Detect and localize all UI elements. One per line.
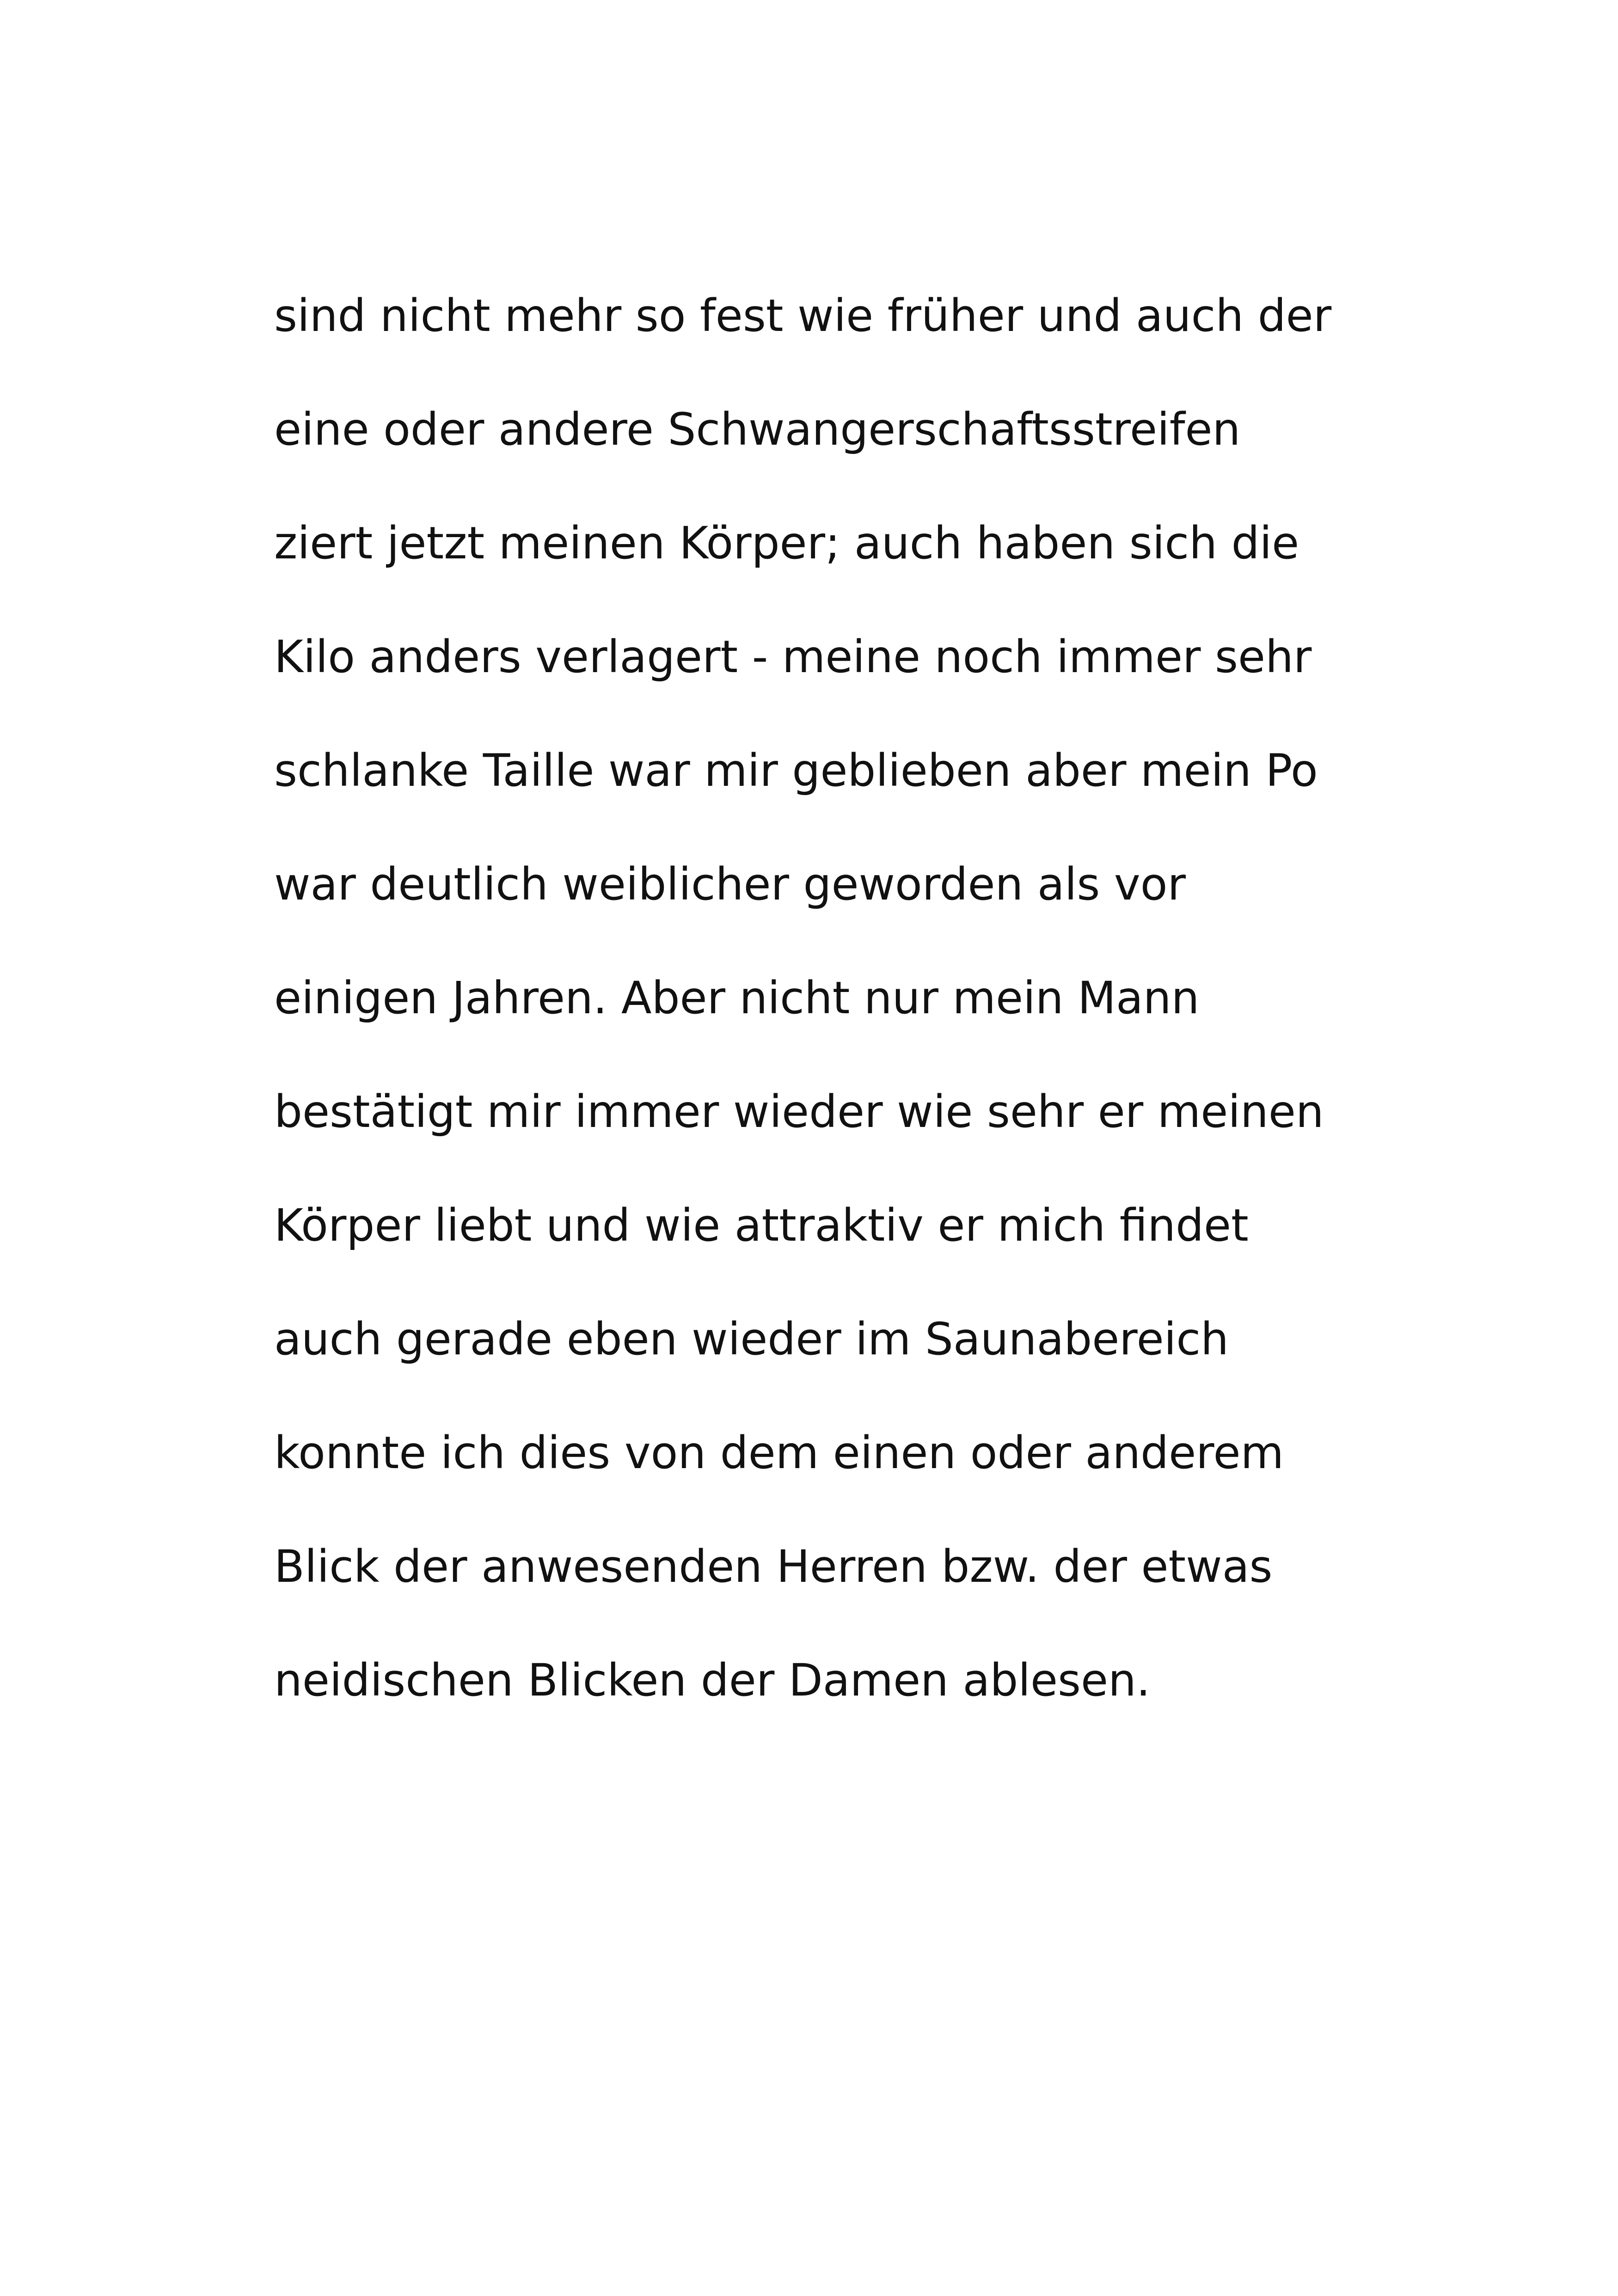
text-line: einigen Jahren. Aber nicht nur mein Mann bbox=[274, 972, 1200, 1024]
text-line: eine oder andere Schwangerschaftsstreifen bbox=[274, 404, 1241, 455]
text-line: bestätigt mir immer wieder wie sehr er meinen bbox=[274, 1086, 1324, 1138]
text-line: sind nicht mehr so fest wie früher und auch der bbox=[274, 290, 1332, 342]
text-line: war deutlich weiblicher geworden als vor bbox=[274, 858, 1186, 910]
text-line: Blick der anwesenden Herren bzw. der etwas bbox=[274, 1541, 1273, 1592]
text-line: schlanke Taille war mir geblieben aber mein Po bbox=[274, 745, 1318, 796]
text-line: Kilo anders verlagert - meine noch immer sehr bbox=[274, 631, 1312, 683]
text-line: ziert jetzt meinen Körper; auch haben sich die bbox=[274, 517, 1299, 569]
text-line: Körper liebt und wie attraktiv er mich findet bbox=[274, 1200, 1249, 1251]
text-line: auch gerade eben wieder im Saunabereich bbox=[274, 1313, 1229, 1365]
body-text bbox=[274, 259, 1453, 1737]
text-line: konnte ich dies von dem einen oder anderem bbox=[274, 1427, 1284, 1479]
text-line: neidischen Blicken der Damen ablesen. bbox=[274, 1654, 1151, 1706]
